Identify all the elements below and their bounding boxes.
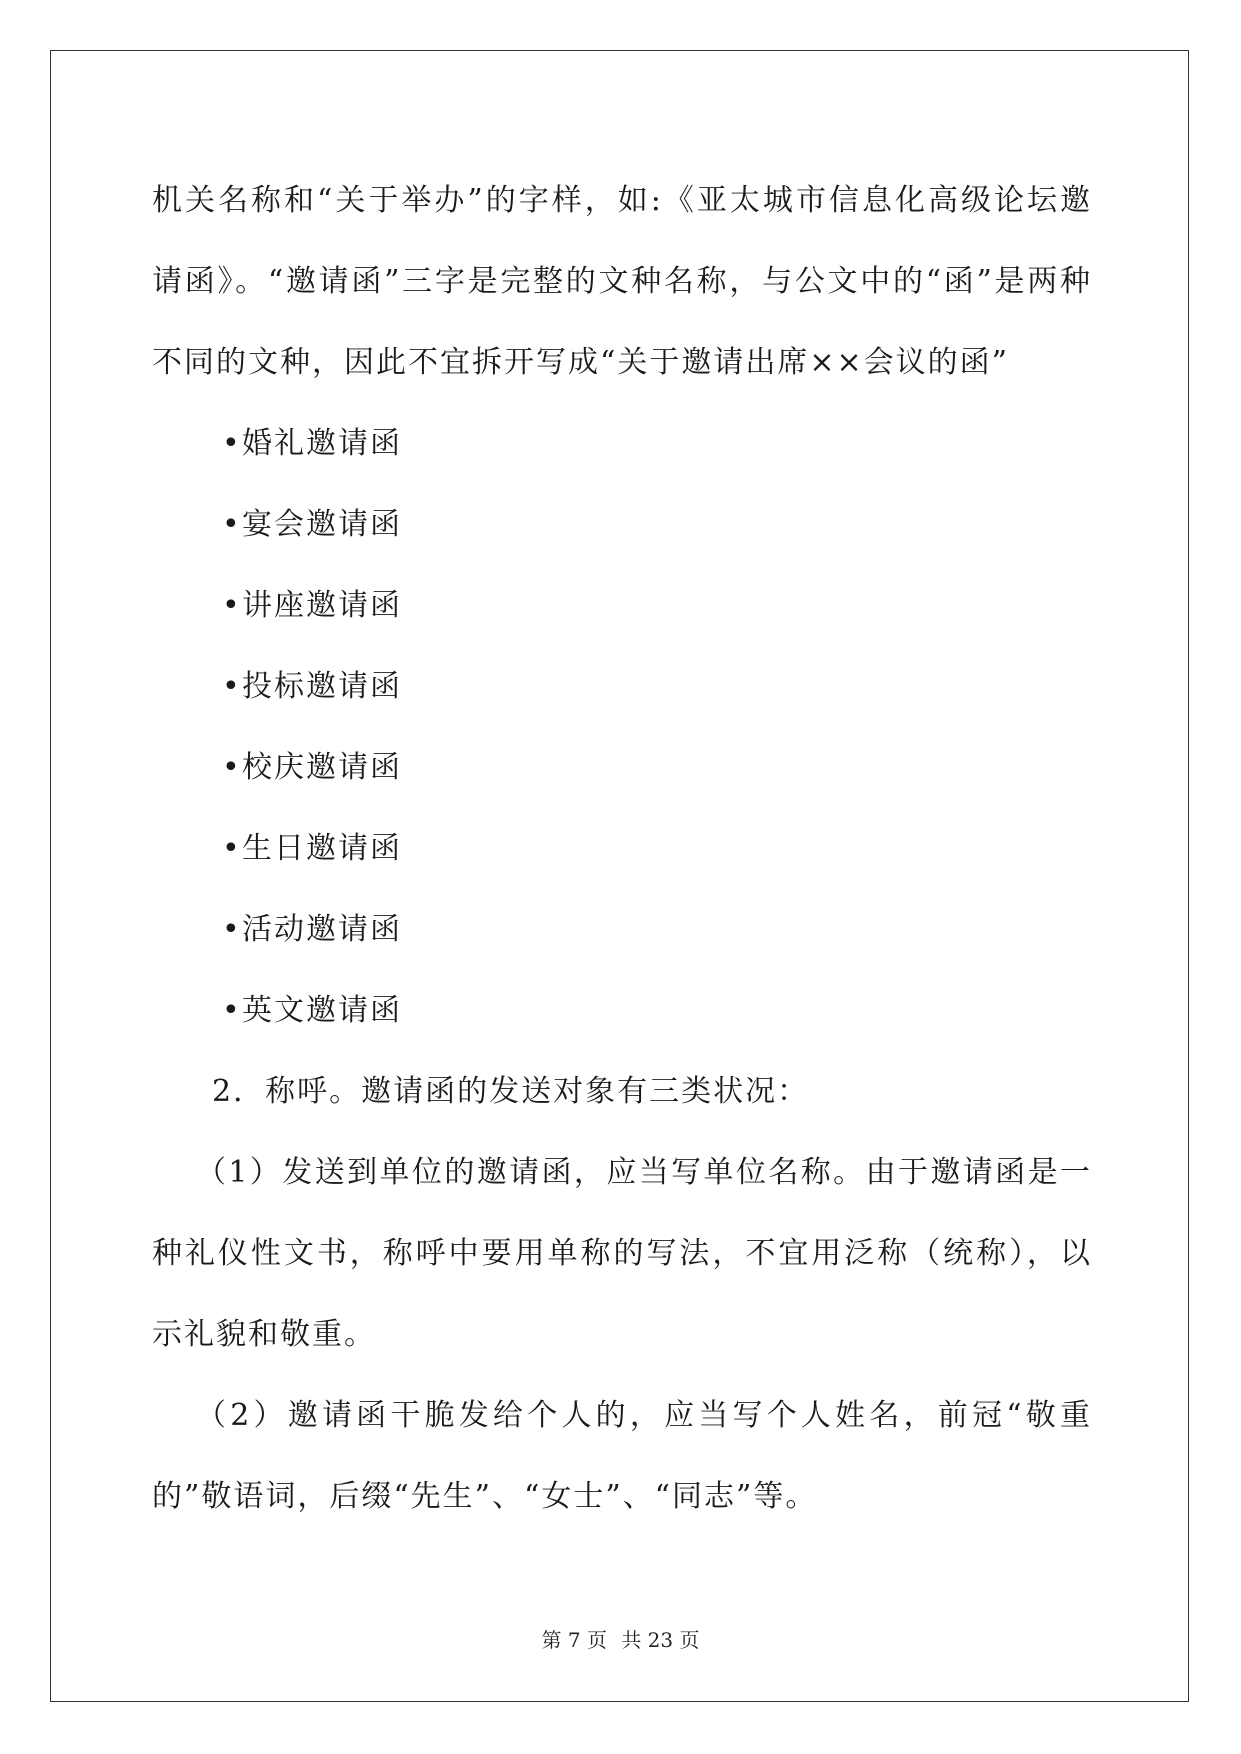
list-item (152, 403, 1092, 484)
list-item (152, 889, 1092, 970)
list-item-label: 活动邀请函 (242, 912, 402, 947)
list-item-label: 校庆邀请函 (242, 750, 402, 785)
document-body (152, 160, 1092, 1537)
page-number: 第 7 页 (541, 1628, 607, 1652)
bullet-icon: • (222, 426, 242, 461)
list-item (152, 970, 1092, 1051)
list-item-label: 宴会邀请函 (242, 507, 402, 542)
list-item-label: 投标邀请函 (242, 669, 402, 704)
page-total: 共 23 页 (621, 1628, 700, 1652)
page-footer (0, 1625, 1241, 1655)
bullet-icon: • (222, 507, 242, 542)
list-item-label: 讲座邀请函 (242, 588, 402, 623)
list-item (152, 727, 1092, 808)
list-item (152, 484, 1092, 565)
invitation-type-list (152, 403, 1092, 1051)
list-item (152, 565, 1092, 646)
list-item-label: 生日邀请函 (242, 831, 402, 866)
bullet-icon: • (222, 588, 242, 623)
bullet-icon: • (222, 831, 242, 866)
list-item-label: 英文邀请函 (242, 993, 402, 1028)
personal-recipient-paragraph: （2）邀请函干脆发给个人的，应当写个人姓名，前冠“敬重的”敬语词，后缀“先生”、“女士”、“同志”等。 (152, 1398, 1092, 1514)
unit-recipient-paragraph: （1）发送到单位的邀请函，应当写单位名称。由于邀请函是一种礼仪性文书，称呼中要用单称的写法，不宜用泛称（统称），以示礼貌和敬重。 (152, 1155, 1092, 1352)
bullet-icon: • (222, 750, 242, 785)
salutation-heading: 2．称呼。邀请函的发送对象有三类状况： (212, 1074, 810, 1109)
intro-paragraph: 机关名称和“关于举办”的字样，如:《亚太城市信息化高级论坛邀请函》。“邀请函”三字是完整的文种名称，与公文中的“函”是两种不同的文种，因此不宜拆开写成“关于邀请出席××会议的函” (152, 183, 1092, 380)
bullet-icon: • (222, 669, 242, 704)
list-item (152, 808, 1092, 889)
bullet-icon: • (222, 993, 242, 1028)
list-item-label: 婚礼邀请函 (242, 426, 402, 461)
bullet-icon: • (222, 912, 242, 947)
list-item (152, 646, 1092, 727)
